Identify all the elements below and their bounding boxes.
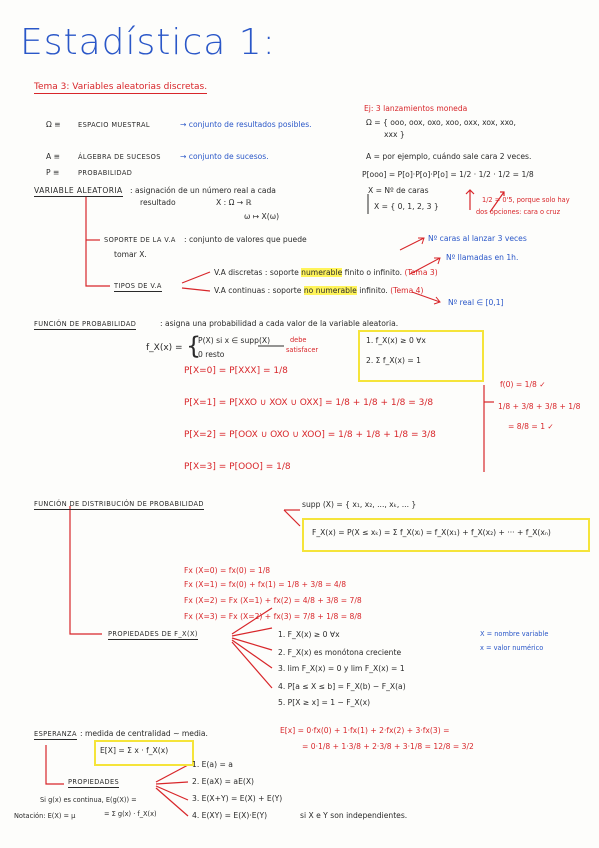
page-title: Estadística 1: [20, 22, 276, 63]
va-map-line1: X : Ω → ℝ [216, 198, 252, 207]
fp-f-def: f_X(x) = [146, 343, 183, 353]
discretas-line [214, 268, 438, 277]
esp-p4-note: si X e Y son independientes. [300, 811, 408, 820]
esp-label: ESPERANZA [34, 730, 77, 738]
fp-side-f0: f(0) = 1/8 ✓ [500, 380, 546, 389]
fd-prop2: 2. F_X(x) es monótona creciente [278, 648, 402, 657]
esp-p3: 3. E(X+Y) = E(X) + E(Y) [192, 794, 283, 803]
a-name: ÁLGEBRA DE SUCESOS [78, 153, 161, 161]
fd-prop3: 3. lim F_X(x) = 0 y lim F_X(x) = 1 [278, 664, 405, 673]
continuas-pre: V.A continuas : soporte [214, 286, 302, 295]
n-caras: Nº caras al lanzar 3 veces [428, 234, 527, 243]
fd-fx3: Fx (X=3) = Fx (X=2) + fx(3) = 7/8 + 1/8 = 8/8 [184, 612, 362, 621]
va-desc-line2: resultado [140, 198, 176, 207]
fp-side-sum: 1/8 + 3/8 + 3/8 + 1/8 [498, 402, 581, 411]
esp-calc-line1: E[x] = 0·fx(0) + 1·fx(1) + 2·fx(2) + 3·fx(3) = [280, 726, 450, 735]
fd-prop5: 5. P[X ≥ x] = 1 − F_X(x) [278, 698, 371, 707]
va-map-line2: ω ↦ X(ω) [244, 212, 280, 221]
esp-desc: : medida de centralidad ~ media. [80, 729, 208, 738]
a-desc: → conjunto de sucesos. [180, 152, 269, 161]
esp-formula: E[X] = Σ x · f_X(x) [100, 746, 169, 755]
soporte-desc-line2: tomar X. [114, 250, 147, 259]
p-name: PROBABILIDAD [78, 169, 133, 177]
fd-fx1: Fx (X=1) = fx(0) + fx(1) = 1/8 + 3/8 = 4/8 [184, 580, 347, 589]
fd-prop4: 4. P[a ≤ X ≤ b] = F_X(b) − F_X(a) [278, 682, 406, 691]
fp-side-eq: = 8/8 = 1 ✓ [508, 422, 554, 431]
fp-cond1: 1. f_X(x) ≥ 0 ∀x [366, 336, 426, 345]
fp-cond2: 2. Σ f_X(x) = 1 [366, 356, 421, 365]
fp-p2: P[X=2] = P[OOX ∪ OXO ∪ XOO] = 1/8 + 1/8 + 1/8 = 3/8 [184, 430, 436, 440]
discretas-pre: V.A discretas : soporte [214, 268, 299, 277]
esp-props-label: PROPIEDADES [68, 778, 120, 786]
fd-legend2: x = valor numérico [480, 644, 544, 652]
esp-p1: 1. E(a) = a [192, 760, 233, 769]
fp-desc: : asigna una probabilidad a cada valor de la variable aleatoria. [160, 319, 399, 328]
va-label: VARIABLE ALEATORIA [34, 186, 123, 195]
continuas-tema: (Tema 4) [390, 286, 424, 295]
fp-p1: P[X=1] = P[XXO ∪ XOX ∪ OXX] = 1/8 + 1/8 + 1/8 = 3/8 [184, 398, 434, 408]
fp-case1: P(X) si x ∈ supp(X) [198, 336, 271, 345]
p-example: P[ooo] = P[o]·P[o]·P[o] = 1/2 · 1/2 · 1/2 = 1/8 [362, 170, 534, 179]
soporte-label: SOPORTE DE LA V.A [104, 236, 176, 244]
p-symbol: P ≡ [46, 168, 60, 177]
continuas-highlight: no numerable [303, 286, 357, 295]
esp-calc-line2: = 0·1/8 + 1·3/8 + 2·3/8 + 3·1/8 = 12/8 = 3/2 [302, 742, 474, 751]
a-example: A = por ejemplo, cuándo sale cara 2 veces. [366, 152, 532, 161]
fp-p0: P[X=0] = P[XXX] = 1/8 [184, 366, 288, 376]
fp-debe-line2: satisfacer [286, 346, 319, 354]
x-caras: X = Nº de caras [368, 186, 429, 195]
discretas-post: finito o infinito. [344, 268, 403, 277]
omega-name: ESPACIO MUESTRAL [78, 121, 150, 129]
esp-notacion: Notación: E(X) = μ [14, 812, 76, 820]
fp-case2: 0 resto [198, 350, 225, 359]
fp-brace: { [186, 332, 202, 360]
esp-cont-note: Si g(x) es continua, E(g(X)) = [40, 796, 137, 804]
fd-prop1: 1. F_X(x) ≥ 0 ∀x [278, 630, 340, 639]
a-symbol: A ≡ [46, 152, 60, 161]
fd-props-label: PROPIEDADES DE F_X(X) [108, 630, 198, 638]
fp-debe-line1: debe [290, 336, 307, 344]
fd-fx2: Fx (X=2) = Fx (X=1) + fx(2) = 4/8 + 3/8 = 7/8 [184, 596, 362, 605]
esp-cont-formula: = Σ g(x) · f_X(x) [104, 810, 157, 818]
fd-label: FUNCIÓN DE DISTRIBUCIÓN DE PROBABILIDAD [34, 500, 204, 508]
discretas-tema: (Tema 3) [404, 268, 438, 277]
n-real: Nº real ∈ [0,1] [448, 298, 504, 307]
fd-formula: F_X(x) = P(X ≤ xₖ) = Σ f_X(xᵢ) = f_X(x₁) + f_X(x₂) + ··· + f_X(xₙ) [312, 528, 551, 537]
fd-fx0: Fx (X=0) = fx(0) = 1/8 [184, 566, 271, 575]
esp-p4: 4. E(XY) = E(X)·E(Y) [192, 811, 268, 820]
va-desc-line1: : asignación de un número real a cada [130, 186, 276, 195]
discretas-highlight: numerable [301, 268, 343, 277]
fp-label: FUNCIÓN DE PROBABILIDAD [34, 320, 137, 328]
fd-legend1: X = nombre variable [480, 630, 549, 638]
fp-p3: P[X=3] = P[OOO] = 1/8 [184, 462, 291, 472]
omega-set-line2: xxx } [384, 130, 405, 139]
tipos-label: TIPOS DE V.A [114, 282, 162, 290]
n-llamadas: Nº llamadas en 1h. [446, 253, 519, 262]
omega-symbol: Ω ≡ [46, 120, 61, 129]
continuas-line [214, 286, 423, 295]
x-set: X = { 0, 1, 2, 3 } [374, 202, 439, 211]
half-note-line1: 1/2 = 0'5, porque solo hay [482, 196, 570, 204]
esp-p2: 2. E(aX) = aE(X) [192, 777, 255, 786]
example-heading: Ej: 3 lanzamientos moneda [364, 104, 468, 113]
soporte-desc-line1: : conjunto de valores que puede [184, 235, 307, 244]
omega-desc: → conjunto de resultados posibles. [180, 120, 312, 129]
half-note-line2: dos opciones: cara o cruz [476, 208, 561, 216]
omega-set-line1: Ω = { ooo, oox, oxo, xoo, oxx, xox, xxo, [366, 118, 516, 127]
continuas-post: infinito. [359, 286, 388, 295]
tema-heading: Tema 3: Variables aleatorias discretas. [34, 82, 208, 92]
fd-supp: supp (X) = { x₁, x₂, ..., xₖ, ... } [302, 500, 417, 509]
